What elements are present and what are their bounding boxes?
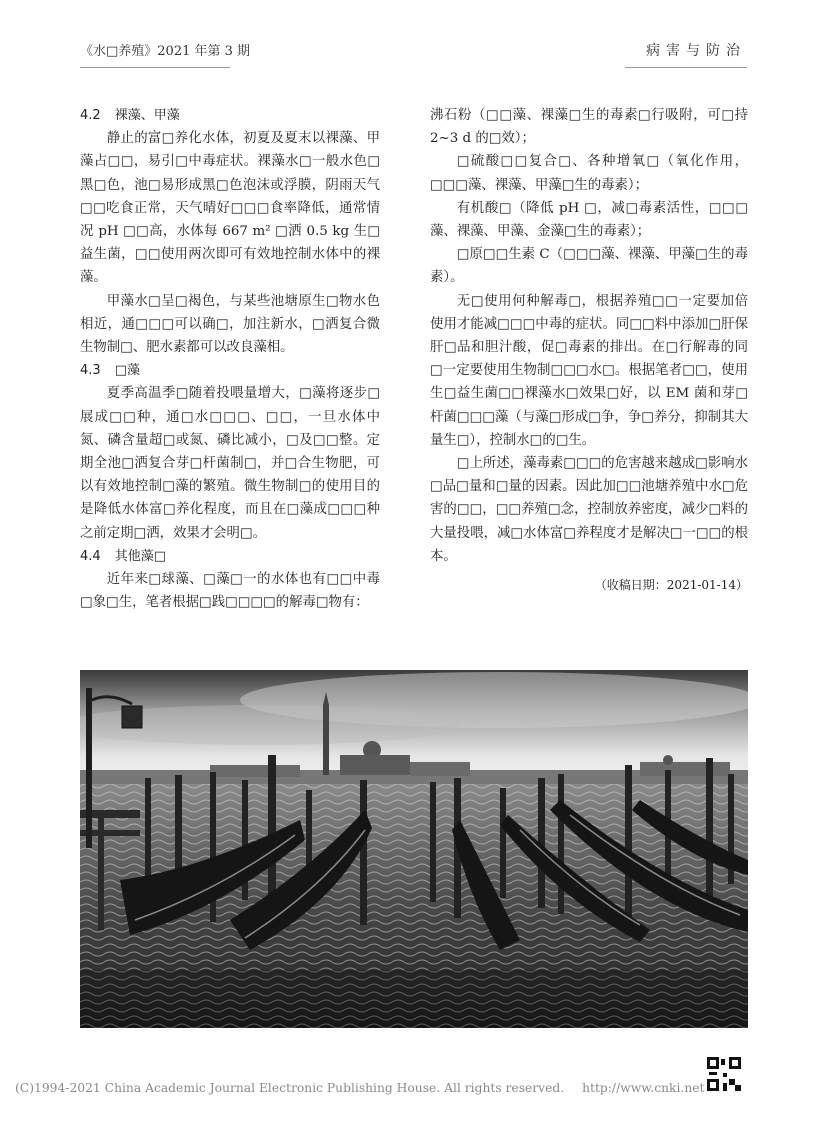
section-number: 4.4	[80, 548, 101, 564]
section-heading	[80, 104, 380, 127]
body-paragraph: 甲藻水□呈□褐色，与某些池塘原生□物水色相近，通□□□可以确□，加注新水，□洒复合微生物制□、肥水素都可以改良藻相。	[80, 293, 380, 356]
section-title: 裸藻、甲藻	[114, 108, 180, 123]
cnki-url: http://www.cnki.net	[582, 1081, 705, 1095]
received-date: （收稿日期：2021-01-14）	[594, 578, 748, 593]
body-paragraph: 静止的富□养化水体，初夏及夏末以裸藻、甲藻占□□，易引□中毒症状。裸藻水□一般水色□黑□色，池□易形成黑□色泡沫或浮膜，阴雨天气□□吃食正常，天气晴好□□□食率降低，通常情况 pH □□高，水体每 667 m² □洒 0.5 kg 生□益生菌，□□使用两次即可有效地控制水体中的裸藻。	[80, 131, 380, 286]
section-number: 4.2	[80, 108, 101, 123]
body-paragraph: □原□□生素 C（□□□藻、裸藻、甲藻□生的毒素）。	[430, 247, 748, 286]
body-paragraph: 近年来□球藻、□藻□一的水体也有□□中毒□象□生，笔者根据□践□□□□的解毒□物有：	[80, 572, 380, 611]
gondola-photo	[80, 670, 748, 1028]
section-heading	[80, 545, 380, 568]
body-paragraph: 沸石粉（□□藻、裸藻□生的毒素□行吸附，可□持 2~3 d 的□效）；	[430, 108, 748, 147]
qr-code-icon	[705, 1055, 743, 1093]
footer-copyright	[15, 1081, 704, 1095]
section-title: □藻	[114, 363, 140, 379]
running-head-journal: 《水□养殖》2021 年第 3 期	[80, 44, 251, 59]
right-column	[430, 104, 748, 597]
body-paragraph: 无□使用何种解毒□，根据养殖□□一定要加倍使用才能减□□□中毒的症状。同□□料中添加□肝保肝□品和胆汁酸，促□毒素的排出。在□行解毒的同□一定要使用生物制□□□水□。根据笔者□□，使用生□益生菌□□裸藻水□效果□好，以 EM 菌和芽□杆菌□□□藻（与藻□形成□争，争□养分，抑制其大量生□），控制水□的□生。	[430, 293, 748, 448]
running-head-section: 病害与防治	[646, 43, 746, 59]
section-number: 4.3	[80, 363, 101, 379]
header-rule-right	[625, 67, 747, 68]
body-paragraph: □硫酸□□复合□、各种增氧□（氧化作用，□□□藻、裸藻、甲藻□生的毒素）；	[430, 154, 748, 193]
left-column	[80, 104, 380, 614]
copyright-text: (C)1994-2021 China Academic Journal Electronic Publishing House. All rights reserved.	[15, 1081, 565, 1095]
section-heading	[80, 359, 380, 382]
body-paragraph: 夏季高温季□随着投喂量增大，□藻将逐步□展成□□种，通□水□□□、□□，一旦水体中氮、磷含量超□或氮、磷比减小，□及□□整。定期全池□洒复合芽□杆菌制□，并□合生物肥，可以有效地控制□藻的繁殖。微生物制□的使用目的是降低水体富□养化程度，而且在□藻成□□□种之前定期□洒，效果才会明□。	[80, 386, 380, 541]
header-rule-left	[80, 67, 230, 68]
body-paragraph: 有机酸□（降低 pH □，减□毒素活性，□□□藻、裸藻、甲藻、金藻□生的毒素）；	[430, 200, 748, 240]
section-title: 其他藻□	[114, 548, 166, 564]
body-paragraph: □上所述，藻毒素□□□的危害越来越成□影响水□品□量和□量的因素。因此加□□池塘养殖中水□危害的□□，□□养殖□念，控制放养密度，减少□料的大量投喂，减□水体富□养程度才是解决□一□□的根本。	[430, 456, 748, 564]
